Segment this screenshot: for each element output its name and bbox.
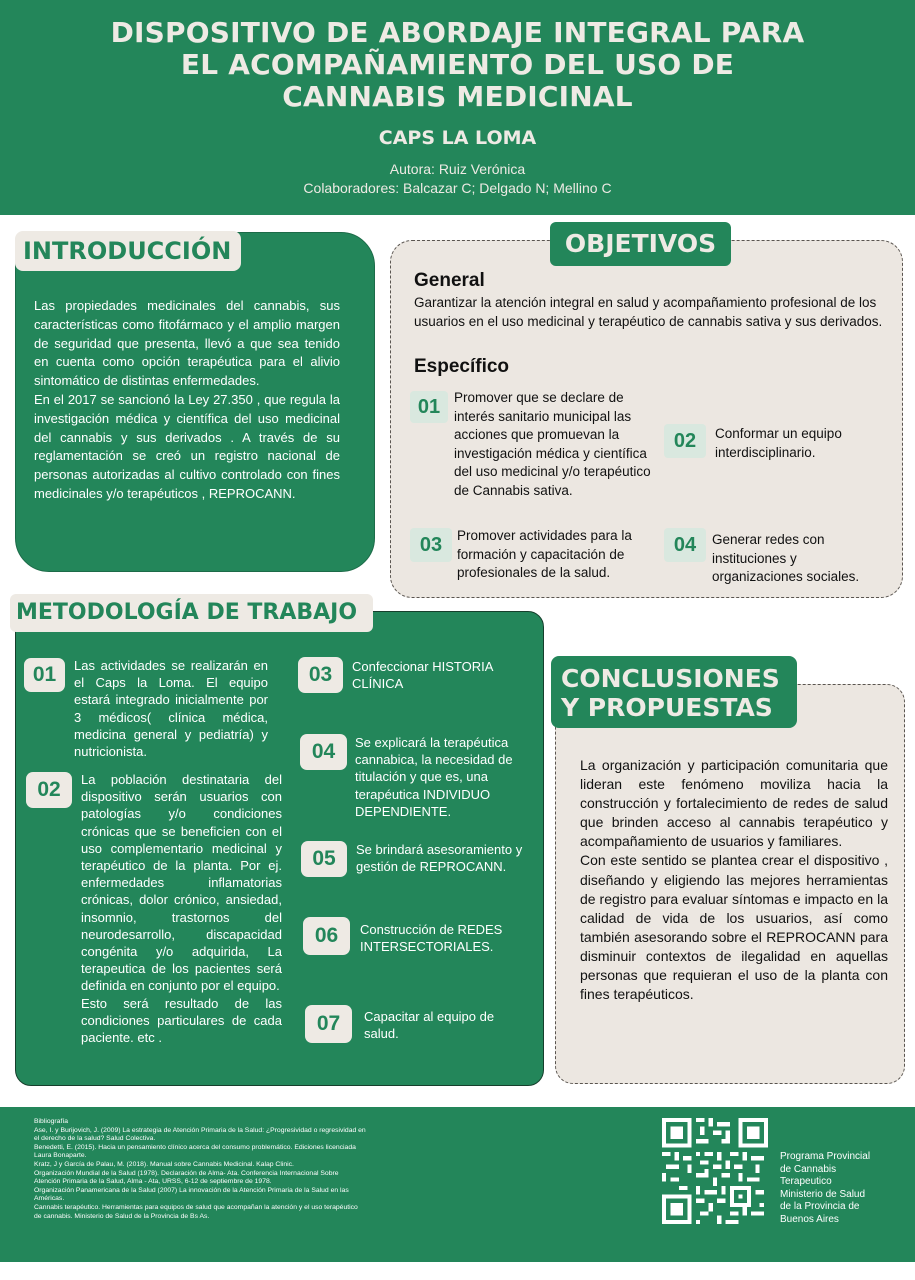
method-number-badge: 03 [298, 657, 343, 693]
intro-paragraph: Las propiedades medicinales del cannabis, sus características como fitofármaco y el amplio margen de seguridad que presenta, llevó a que sea tenido en cuenta como opción terapéutica para el alivio sintomático de distintas enfermedades. [34, 298, 340, 389]
poster-title [0, 0, 915, 113]
qr-code-icon[interactable] [662, 1118, 768, 1224]
conclusions-paragraph: Con este sentido se plantea crear el dispositivo , diseñando y eligiendo las mejores herramientas de registro para evaluar síntomas e impacto en la calidad de vida de los usuarios, así como también asesorando sobre el REPROCANN para disminuir contextos de ilegalidad en aquellas personas que requieran el uso de la planta con fines terapéuticos. [580, 852, 888, 1003]
intro-paragraph: En el 2017 se sancionó la Ley 27.350 , que regula la investigación médica y científica del uso medicinal del cannabis y sus derivados . A través de su reglamentación se creó un registro nacional de personas autorizadas al cultivo controlado con fines medicinales y/o terapéuticos , REPROCANN. [34, 391, 340, 501]
bibliography-title: Bibliografía [34, 1118, 69, 1125]
conclusions-heading [551, 656, 797, 728]
method-item [81, 771, 282, 1046]
method-item-text: Esto será resultado de las condiciones particulares de cada paciente. etc . [81, 995, 282, 1046]
conclusions-heading-line: Y PROPUESTAS [561, 693, 773, 722]
objective-item: Conformar un equipo interdisciplinario. [715, 426, 842, 460]
intro-text [34, 297, 340, 504]
program-line: Terapeutico [780, 1176, 832, 1188]
bibliography-entry: Cannabis terapéutico. Herramientas para equipos de salud que acompañan la atención y el uso terapéutico de cannabis. Ministerio de Salud de la Provincia de Bs As. [34, 1203, 358, 1220]
method-item-text: La población destinataria del dispositivo serán usuarios con patologías y/o condiciones crónicas que se beneficien con el uso complementario medicinal y terapéutico de la planta. Por ej. enfermedades inflamatorias crónicas, dolor crónico, ansiedad, insomnio, trastornos del neurodesarrollo, discapacidad congénita y/o adquirida, La terapeutica de los pacientes será definida en conjunto por el equipo. [81, 772, 282, 994]
method-item: Se explicará la terapéutica cannabica, la necesidad de titulación y que es, una terapéutica INDIVIDUO DEPENDIENTE. [355, 735, 513, 819]
conclusions-heading-line: CONCLUSIONES [561, 664, 780, 693]
objective-item: Generar redes con instituciones y organizaciones sociales. [712, 532, 860, 584]
poster-subtitle: CAPS LA LOMA [378, 127, 537, 149]
method-item: Capacitar al equipo de salud. [364, 1009, 495, 1042]
specific-heading: Específico [414, 356, 510, 377]
method-item: Se brindará asesoramiento y gestión de REPROCANN. [356, 842, 523, 875]
objectives-heading: OBJETIVOS [550, 222, 731, 266]
bibliography-entry: Ase, I. y Burijovich, J. (2009) La estrategia de Atención Primaria de la Salud: ¿Progresividad o regresividad en el derecho de la salud? Salud Colectiva. [34, 1126, 366, 1143]
program-credit [780, 1151, 890, 1227]
program-line: de la Provincia de [780, 1201, 860, 1213]
title-line: CANNABIS MEDICINAL [282, 80, 633, 113]
objective-number-badge: 01 [410, 391, 448, 423]
method-number-badge: 04 [300, 734, 347, 770]
objective-number-badge: 02 [664, 424, 706, 458]
method-item: Las actividades se realizarán en el Caps la Loma. El equipo estará integrado inicialmente por 3 médicos( clínica médica, medicina general y pediatría) y nutricionista. [74, 658, 268, 760]
conclusions-text [580, 756, 888, 1004]
program-line: de Cannabis [780, 1163, 837, 1175]
bibliography-entry: Benedetti, E. (2015). Hacia un pensamiento clínico acerca del consumo problemático. Ediciones licenciada Laura Bonaparte. [34, 1143, 356, 1160]
method-number-badge: 05 [301, 841, 347, 877]
bibliography-entry: Organización Panamericana de la Salud (2007) La innovación de la Atención Primaria de la Salud en las Américas. [34, 1186, 349, 1203]
bibliography [34, 1118, 366, 1221]
objective-number-badge: 03 [410, 528, 452, 562]
general-heading: General [414, 270, 485, 291]
method-number-badge: 06 [303, 917, 350, 955]
bibliography-entry: Kratz, J y García de Palau, M. (2018). Manual sobre Cannabis Medicinal. Kalap Clinic. [34, 1160, 294, 1168]
intro-heading: INTRODUCCIÓN [15, 231, 241, 271]
author-line: Autora: Ruiz Verónica [389, 161, 526, 177]
conclusions-paragraph: La organización y participación comunitaria que lideran este fenómeno moviliza hacia la construcción y fortalecimiento de redes de salud que brinden acceso al cannabis terapéutico y acompañamiento de usuarios y familiares. [580, 757, 888, 850]
bibliography-entry: Organización Mundial de la Salud (1978). Declaración de Alma- Ata. Conferencia Internacional Sobre Atención Primaria de la Salud, Alma - Ata, URSS, 6-12 de septiembre de 1978. [34, 1169, 339, 1186]
title-line: EL ACOMPAÑAMIENTO DEL USO DE [180, 48, 735, 81]
collaborators-line: Colaboradores: Balcazar C; Delgado N; Mellino C [303, 180, 612, 196]
objective-item: Promover que se declare de interés sanitario municipal las acciones que promuevan la investigación médica y científica del uso medicinal y/o terapéutico de Cannabis sativa. [454, 390, 651, 498]
methodology-heading: METODOLOGÍA DE TRABAJO [10, 594, 373, 632]
program-line: Ministerio de Salud [780, 1188, 866, 1200]
method-item: Confeccionar HISTORIA CLÍNICA [352, 659, 493, 692]
method-number-badge: 02 [26, 772, 72, 808]
method-item: Construcción de REDES INTERSECTORIALES. [360, 922, 503, 955]
program-line: Buenos Aires [780, 1213, 839, 1225]
title-line: DISPOSITIVO DE ABORDAJE INTEGRAL PARA [110, 16, 805, 49]
objective-item: Promover actividades para la formación y capacitación de profesionales de la salud. [457, 528, 632, 580]
poster-header [0, 0, 915, 215]
method-number-badge: 07 [305, 1005, 352, 1043]
objective-number-badge: 04 [664, 528, 706, 562]
method-number-badge: 01 [24, 658, 65, 692]
general-objective-text: Garantizar la atención integral en salud y acompañamiento profesional de los usuarios en el uso medicinal y terapéutico de cannabis sativa y sus derivados. [414, 295, 883, 329]
program-line: Programa Provincial [780, 1151, 871, 1162]
